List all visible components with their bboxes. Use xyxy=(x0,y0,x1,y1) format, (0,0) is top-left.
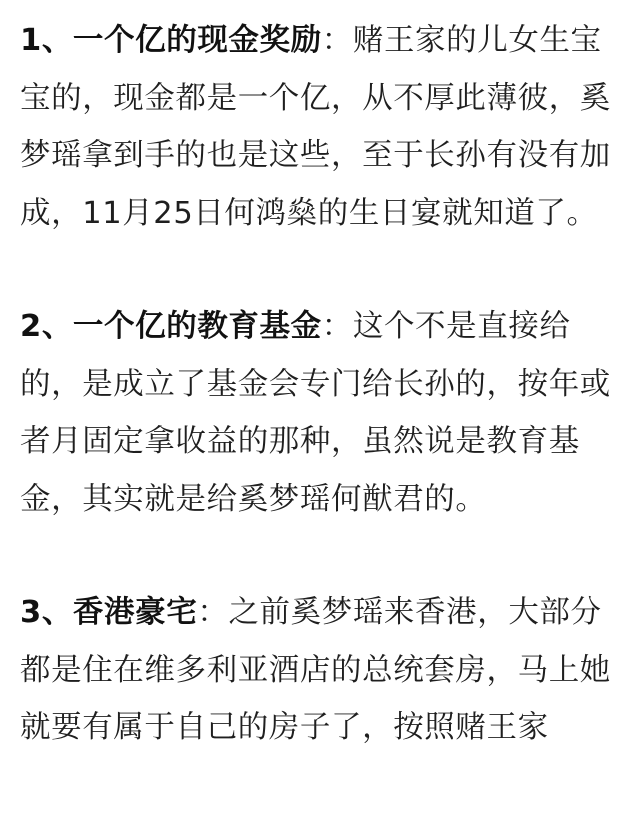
article-body xyxy=(20,12,630,813)
heading-separator: ： xyxy=(197,595,229,630)
paragraph-heading: 2、一个亿的教育基金 xyxy=(20,309,322,344)
heading-separator: ： xyxy=(321,23,353,58)
paragraph-text: 赌王家的儿女生宝宝的，现金都是一个亿，从不厚此薄彼，奚梦瑶拿到手的也是这些，至于长孙有没有加成，11月25日何鸿燊的生日宴就知道了。 xyxy=(20,23,611,231)
paragraph-hongkong-mansion xyxy=(20,584,630,757)
paragraph-cash-reward xyxy=(20,12,630,242)
paragraph-text: 这个不是直接给的，是成立了基金会专门给长孙的，按年或者月固定拿收益的那种，虽然说是教育基金，其实就是给奚梦瑶何猷君的。 xyxy=(20,309,611,517)
heading-separator: ： xyxy=(321,309,353,344)
paragraph-heading: 1、一个亿的现金奖励 xyxy=(20,23,322,58)
paragraph-education-fund xyxy=(20,298,630,528)
paragraph-heading: 3、香港豪宅 xyxy=(20,595,198,630)
paragraph-text: 之前奚梦瑶来香港，大部分都是住在维多利亚酒店的总统套房，马上她就要有属于自己的房子了，按照赌王家 xyxy=(20,595,611,745)
